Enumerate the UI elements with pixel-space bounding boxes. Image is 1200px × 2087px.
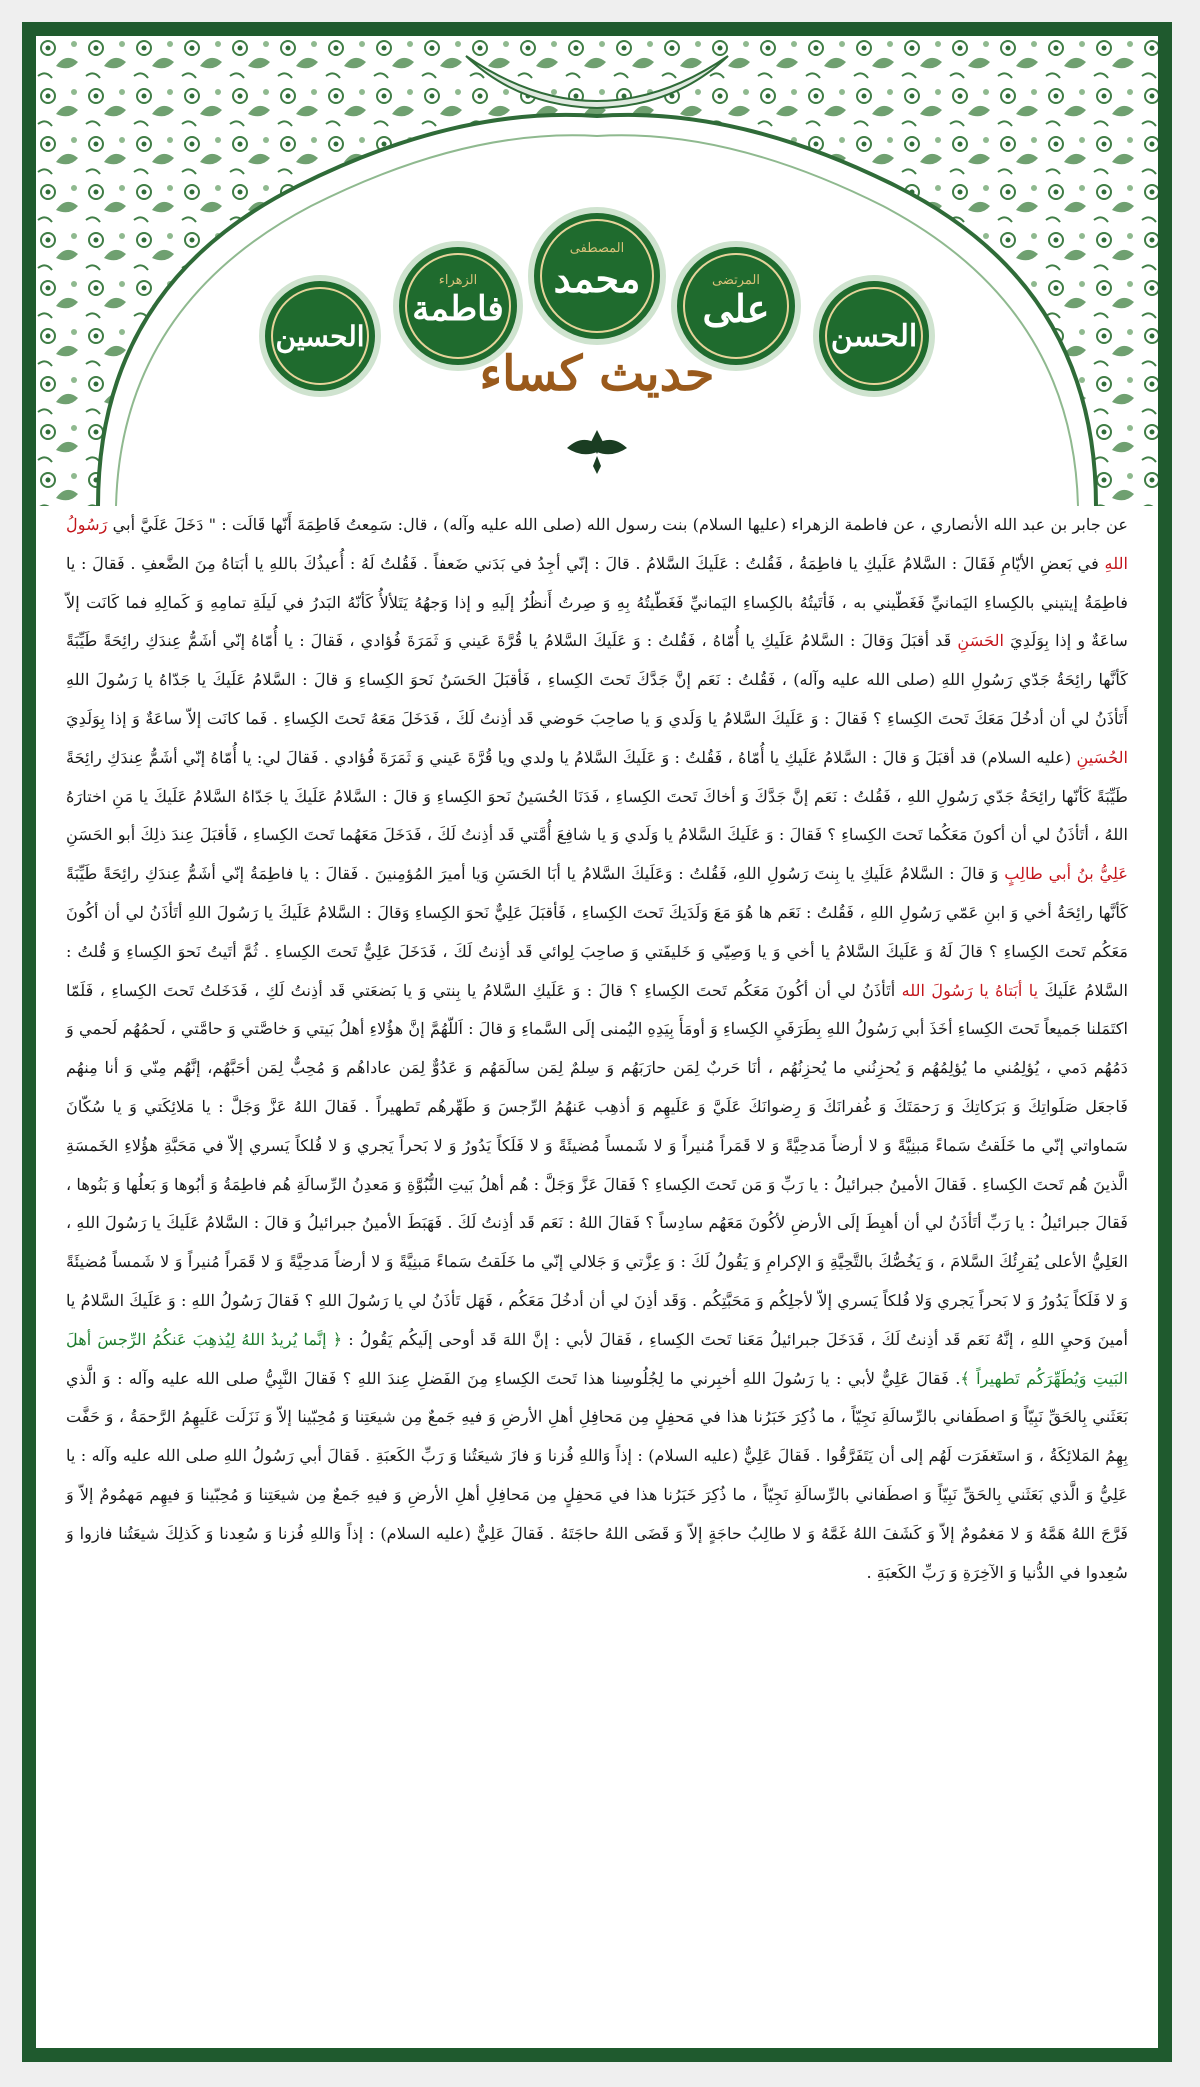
outer-frame	[22, 22, 1172, 2062]
medallion-fatima-sub: الزهراء	[438, 273, 478, 288]
text-segment: (عليه السلام) قد أقبَلَ وَ قالَ : السَّلامُ عَلَيكِ يا أُمّاهُ ، فَقُلتُ : وَ عَلَيكَ السَّلامُ يا ولدي ويا قُرَّةَ عَيني وَ ثَمَرَةَ فُؤادي . فَقالَ لي: يا أُمّاهُ إنّي أشَمُّ عِندَكِ رائِحَةً طَيِّبَةً كَأنّها رائِحَةُ جَدّي رَسُولِ اللهِ ، فَقُلتُ : نَعَم إنَّ جَدَّكَ وَ أخاكَ تَحتَ الكِساءِ ، فَدَنَا الحُسَينُ نَحوَ الكِساءِ وَ قالَ : السَّلامُ عَلَيكَ يا جَدّاهُ السَّلامُ عَلَيكَ يا مَنِ اختارَهُ اللهُ ، أتَأذَنُ لي أن أكونَ مَعَكُما تَحتَ الكِساءِ ؟ فَقالَ : وَ عَلَيكَ السَّلامُ يا وَلَدي وَ يا شافِعَ أُمَّتي قَد أذِنتُ لَكَ ، فَدَخَلَ مَعَهُما تَحتَ الكِساءِ ، فَأقبَلَ عِندَ ذلِكَ أبو الحَسَنِ	[66, 747, 1128, 845]
highlight-husain: الحُسَينِ	[1076, 747, 1128, 767]
highlight-abatah: يا أبَتاهُ يا رَسُولَ الله	[901, 980, 1039, 1000]
page-panel	[36, 36, 1158, 2048]
text-segment: عن جابر بن عبد الله الأنصاري ، عن فاطمة الزهراء (عليها السلام) بنت رسول الله (صلى الله عليه وآله) ، قال: سَمِعتُ فَاطِمَةَ أَنّها قَالَت : " دَخَلَ عَلَيَّ أبي	[107, 515, 1128, 534]
highlight-rasul: رَسُولُ اللهِ	[66, 515, 1128, 573]
text-segment: وَ قالَ : السَّلامُ عَلَيكِ يا بِنتَ رَسُولِ اللهِ، فَقُلتُ : وَعَلَيكَ السَّلامُ يا أبَا الحَسَنِ وَيا أميرَ المُؤمِنينَ . فَقالَ : يا فاطِمَةُ إنّي أشَمُّ عِندَكِ رائِحَةً طَيِّبَةً كَأنَّها رائِحَةُ أخي وَ ابنِ عَمّي رَسُولِ اللهِ ، فَقُلتُ : نَعَم ها هُوَ مَعَ وَلَدَيكَ تَحتَ الكِساءِ ، فَأقبَلَ عَلِيٌّ نَحوَ الكِساءِ وَقالَ : السَّلامُ عَلَيكَ يا رَسُولَ اللهِ أتَأذَنُ لي أن أكُونَ مَعَكُم تَحتَ الكِساءِ ؟ قالَ لَهُ وَ عَلَيكَ السَّلامُ يا أخي وَ يا وَصِيّي وَ خَليفَتي وَ صاحِبَ لِوائي قَد أذِنتُ لَكَ ، فَدَخَلَ عَلِيٌّ تَحتَ الكِساءِ . ثُمَّ أتَيتُ نَحوَ الكِساءِ وَ قُلتُ : السَّلامُ عَلَيكَ	[66, 864, 1128, 1000]
text-segment: أتَأذَنُ لي أن أكُونَ مَعَكُم تَحتَ الكِساءِ ؟ قالَ : وَ عَلَيكِ السَّلامُ يا بِنتي وَ يا بَضعَتي قَد أذِنتُ لَكِ ، فَدَخَلتُ تَحتَ الكِساءِ ، فَلَمّا اكتَمَلنا جَميعاً تَحتَ الكِساءِ أخَذَ أبي رَسُولُ اللهِ بِطَرَفَيِ الكِساءِ وَ أومَأَ بِيَدِهِ اليُمنى إلَى السَّماءِ وَ قالَ : اَللّهُمَّ إنَّ هؤُلاءِ أهلُ بَيتي وَ خاصَّتي وَ حامَّتي ، لَحمُهُم لَحمي وَ دَمُهُم دَمي ، يُؤلِمُني ما يُؤلِمُهُم وَ يُحزِنُني ما يُحزِنُهُم ، أنَا حَربٌ لِمَن حارَبَهُم وَ سِلمٌ لِمَن سالَمَهُم وَ عَدُوٌّ لِمَن عاداهُم وَ مُحِبٌّ لِمَن أحَبَّهُم، إنَّهُم مِنّي وَ أنا مِنهُم فَاجعَل صَلَواتِكَ وَ بَرَكاتِكَ وَ رَحمَتَكَ وَ غُفرانَكَ وَ رِضوانَكَ عَلَيَّ وَ عَلَيهِم وَ أذهِب عَنهُمُ الرِّجسَ وَ طَهِّرهُم تَطهيراً . فَقالَ اللهُ عَزَّ وَجَلَّ : يا مَلائِكَتي وَ يا سُكّانَ سَماواتي إنّي ما خَلَقتُ سَماءً مَبنِيَّةً وَ لا أرضاً مَدحِيَّةً وَ لا قَمَراً مُنيراً وَ لا شَمساً مُضيئَةً وَ لا فَلَكاً يَدُورُ وَ لا بَحراً يَجري وَ لا فُلكاً يَسري إلاّ في مَحَبَّةِ هؤُلاءِ الخَمسَةِ الَّذينَ هُم تَحتَ الكِساءِ . فَقالَ الأمينُ جبرائيلُ : يا رَبِّ وَ مَن تَحتَ الكِساءِ ؟ فَقالَ عَزَّ وَجَلَّ : هُم أهلُ بَيتِ النُّبُوَّةِ وَ مَعدِنُ الرِّسالَةِ هُم فاطِمَةُ وَ أبُوها وَ بَعلُها وَ بَنُوها ، فَقالَ جبرائيلُ : يا رَبِّ أتَأذَنُ لي أن أهبِطَ إلَى الأرضِ لأكُونَ مَعَهُم سادِساً ؟ فَقالَ اللهُ : نَعَم قَد أذِنتُ لَكَ . فَهَبَطَ الأمينُ جبرائيلُ وَ قالَ : السَّلامُ عَلَيكَ يا رَسُولَ اللهِ ، العَلِيُّ الأعلى يُقرِئُكَ السَّلامَ ، وَ يَخُصُّكَ بالتَّحِيَّةِ وَ الإكرامِ وَ يَقُولُ لَكَ : وَ عِزَّتي وَ جَلالي إنّي ما خَلَقتُ سَماءً مَبنِيَّةً وَ لا أرضاً مَدحِيَّةً وَ لا قَمَراً مُنيراً وَ لا شَمساً مُضيئَةً وَ لا فَلَكاً يَدُورُ وَ لا بَحراً يَجري وَلا فُلكاً يَسري إلاّ لأجلِكُم وَ مَحَبَّتِكُم . وَقَد أذِنَ لي أن أدخُلَ مَعَكُم ، فَهَل تَأذَنُ لي يا رَسُولَ اللهِ ؟ فَقالَ رَسُولُ اللهِ : وَ عَلَيكَ السَّلامُ يا أمينَ وَحيِ اللهِ ، إنَّهُ نَعَم قَد أذِنتُ لَكَ ، فَدَخَلَ جبرائيلُ مَعَنا تَحتَ الكِساءِ ، فَقالَ لأبي : إنَّ اللهَ قَد أوحى إلَيكُم يَقُولُ :	[66, 980, 1128, 1349]
header-ornament	[36, 36, 1158, 506]
quran-verse: ﴿ إنَّما يُريدُ اللهُ لِيُذهِبَ عَنكُمُ الرِّجسَ أهلَ البَيتِ وَيُطَهِّرَكُم تَطهيراً ﴾	[66, 1329, 1128, 1388]
title-ornament-icon	[567, 430, 627, 474]
hadith-text	[66, 506, 1128, 1592]
medallion-fatima: فاطمة	[412, 289, 504, 329]
text-segment: في بَعضِ الأيّامِ فَقَالَ : السَّلامُ عَلَيكِ يا فاطِمَةُ ، فَقُلتُ : عَلَيكَ السَّلامُ . قالَ : إنّي أجِدُ في بَدَني ضَعفاً . فَقُلتُ لَهُ : أُعيذُكَ باللهِ يا أبَتاهُ مِنَ الضَّعفِ . فَقالَ : يا فاطِمَةُ إيتيني بالكِساءِ اليَمانيِّ فَغَطّيني به ، فَأتَيتُهُ بالكِساءِ اليَمانيِّ فَغَطّيتُهُ بِهِ وَ صِرتُ أَنظُرُ إلَيهِ و إذا وَجهُهُ يَتَلألأُ كَأنّهُ البَدرُ في لَيلَةِ تمامِهِ وَ كَمالِهِ فما كَانَت إلاّ ساعَةٌ و إذا بِوَلَدِيَ	[66, 553, 1128, 651]
text-segment: . فَقالَ عَلِيٌّ لأبي : يا رَسُولَ اللهِ أخبِرني ما لِجُلُوسِنا هذا تَحتَ الكِساءِ مِنَ الفَضلِ عِندَ اللهِ ؟ فَقالَ النَّبِيُّ صلى الله عليه وآله : وَ الَّذي بَعَثَني بِالحَقِّ نَبِيّاً وَ اصطَفاني بالرِّسالَةِ نَجِيّاً ، ما ذُكِرَ خَبَرُنا هذا في مَحفِلٍ مِن مَحافِلِ أهلِ الأرضِ وَ فيهِ جَمعٌ مِن شيعَتِنا وَ مُحِبّينا إلاّ وَ نَزَلَت عَلَيهِمُ الرَّحمَةُ ، وَ حَفَّت بِهِمُ المَلائِكَةُ ، وَ استَغفَرَت لَهُم إلى أن يَتَفَرَّقُوا . فَقالَ عَلِيٌّ (عليه السلام) : إذاً وَاللهِ فُزنا وَ فازَ شيعَتُنا وَ رَبِّ الكَعبَةِ . فَقالَ أبي رَسُولُ اللهِ صلى الله عليه وآله : يا عَلِيُّ وَ الَّذي بَعَثَني بِالحَقِّ نَبِيّاً وَ اصطَفاني بالرِّسالَةِ نَجِيّاً ، ما ذُكِرَ خَبَرُنا هذا في مَحفِلٍ مِن مَحافِلِ أهلِ الأرضِ وَ فيهِ جَمعٌ مِن شيعَتِنا وَ مُحِبّينا وَ فيهِم مَهمُومٌ إلاّ وَ فَرَّجَ اللهُ هَمَّهُ وَ لا مَغمُومٌ إلاّ وَ كَشَفَ اللهُ غَمَّهُ وَ لا طالِبُ حاجَةٍ إلاّ وَ قَضَى اللهُ حاجَتَهُ . فَقالَ عَلِيٌّ (عليه السلام) : إذاً وَاللهِ فُزنا وَ سُعِدنا وَ كَذلِكَ شيعَتُنا فازوا وَ سُعِدوا في الدُّنيا وَ الآخِرَةِ وَ رَبِّ الكَعبَةِ .	[66, 1368, 1128, 1582]
medallion-muhammad-sub: المصطفی	[569, 241, 625, 256]
hadith-paragraph	[66, 506, 1128, 1592]
highlight-ali: عَلِيُّ بنُ أبي طالِبٍ	[1004, 864, 1128, 884]
page-title: حدیث کساء	[479, 346, 715, 402]
medallion-husain: الحسین	[275, 320, 365, 353]
medallion-ali-sub: المرتضی	[712, 273, 760, 288]
medallion-muhammad: محمد	[553, 256, 641, 301]
medallion-hasan: الحسن	[830, 319, 918, 354]
highlight-hasan: الحَسَنِ	[957, 631, 1005, 651]
text-segment: قَد أقبَلَ وَقالَ : السَّلامُ عَلَيكِ يا أُمّاهُ ، فَقُلتُ : وَ عَلَيكَ السَّلامُ يا قُرَّةَ عَيني وَ ثَمَرَةَ فُؤادي ، فَقالَ : يا أُمّاهُ إنّي أشَمُّ عِندَكِ رائِحَةً طَيِّبَةً كَأنَّها رائِحَةُ جَدّي رَسُولِ اللهِ (صلى الله عليه وآله) ، فَقُلتُ : نَعَم إنَّ جَدَّكَ تَحتَ الكِساءِ ، فَأقبَلَ الحَسَنُ نَحوَ الكِساءِ وَ قالَ : السَّلامُ عَلَيكَ يا جَدّاهُ يا رَسُولَ اللهِ أَتَأذَنُ لي أن أدخُلَ مَعَكَ تَحتَ الكِساءِ ؟ فَقالَ : وَ عَلَيكَ السَّلامُ يا وَلَدي وَ يا صاحِبَ حَوضي قَد أذِنتُ لَكَ ، فَدَخَلَ مَعَهُ تَحتَ الكِساءِ . فَما كانَت إلاّ ساعَةٌ وَ إذا بِوَلَدِيَ	[66, 631, 1128, 728]
medallion-ali: علی	[702, 286, 770, 331]
